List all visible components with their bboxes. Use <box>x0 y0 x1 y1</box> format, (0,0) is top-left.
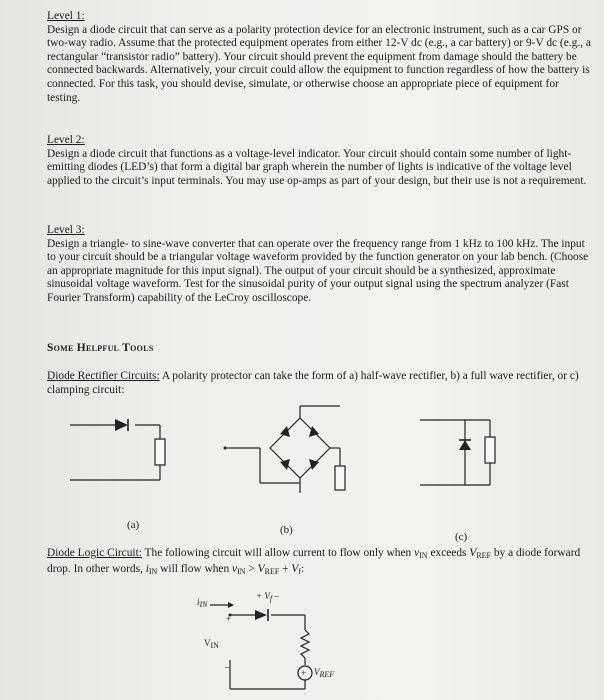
level-3-heading: Level 3: <box>47 224 85 236</box>
rectifier-paragraph <box>47 370 592 397</box>
level-2-section <box>47 134 592 188</box>
rectifier-text: A polarity protector can take the form of a) half-wave rectifier, b) a full wave rectifier, or c) clamping circuit: <box>47 370 579 396</box>
diode-icon <box>255 610 267 620</box>
clamping-circuit-diagram <box>410 405 520 495</box>
logic-heading: Diode Logic Circuit: <box>47 547 142 559</box>
logic-paragraph: Diode Logic Circuit: The following circuit will allow current to flow only when $v_{IN}$ exceeds $V_{REF}$ by a diode forward drop. In other words, $i_{IN}$ will flow when $v_{IN} > V_{REF} + V_f$: <box>47 547 581 576</box>
level-1-body: Design a diode circuit that can serve as a polarity protection device for an electronic instrument, such as a car GPS or two-way radio. Assume that the protected equipment operates from either 12-V dc (e.g., a car battery) or 9-V dc (e.g., a rectangular “transistor radio” battery). Your circuit should prevent the equipment from damage should the battery be connected backwards. Alternatively, your circuit could allow the equipment to function regardless of how the battery is connected. For this task, you should devise, simulate, or otherwise choose an appropriate piece of equipment for testing. <box>47 23 591 104</box>
vin-label: VIN <box>204 638 219 650</box>
diode-icon <box>115 419 128 431</box>
level-2-heading: Level 2: <box>47 134 85 146</box>
arrow-icon <box>228 602 234 608</box>
level-1-heading: Level 1: <box>47 10 85 22</box>
tools-title: Some Helpful Tools <box>47 342 154 354</box>
caption-b: (b) <box>280 524 293 536</box>
full-wave-rectifier-diagram <box>220 398 370 498</box>
iin-label: iIN <box>197 597 208 609</box>
level-1-section <box>47 10 592 105</box>
diode-logic-circuit-diagram <box>195 585 375 695</box>
source-plus-label: + <box>301 668 307 678</box>
minus-label: – <box>225 662 230 672</box>
rectifier-heading: Diode Rectifier Circuits: <box>47 370 160 382</box>
level-2-body: Design a diode circuit that functions as a voltage-level indicator. Your circuit should contain some number of light-emitting diodes (LED’s) that form a digital bar graph wherein the number of lights is indicative of the voltage level applied to the circuit’s input terminals. You may use op-amps as part of your design, but their use is not a requirement. <box>47 147 587 187</box>
vf-label: + Vf – <box>256 591 279 603</box>
diode-icon <box>459 440 471 450</box>
vref-label: VREF <box>314 667 335 679</box>
level-3-section <box>47 224 592 306</box>
plus-label: + <box>226 614 232 624</box>
half-wave-rectifier-diagram <box>60 405 190 495</box>
caption-a: (a) <box>127 519 140 531</box>
level-3-body: Design a triangle- to sine-wave converter that can operate over the frequency range from 1 kHz to 100 kHz. The input to your circuit should be a triangular voltage waveform provided by the function generator on your lab bench. (Choose an appropriate magnitude for this input signal). The output of your circuit should be a synthesized, approximate sinusoidal voltage waveform. Test for the sinusoidal purity of your output signal using the spectrum analyzer (Fast Fourier Transform) capability of the LeCroy oscilloscope. <box>47 237 589 304</box>
caption-c: (c) <box>455 531 468 543</box>
diode-icon <box>280 426 290 437</box>
diode-icon <box>280 459 290 470</box>
